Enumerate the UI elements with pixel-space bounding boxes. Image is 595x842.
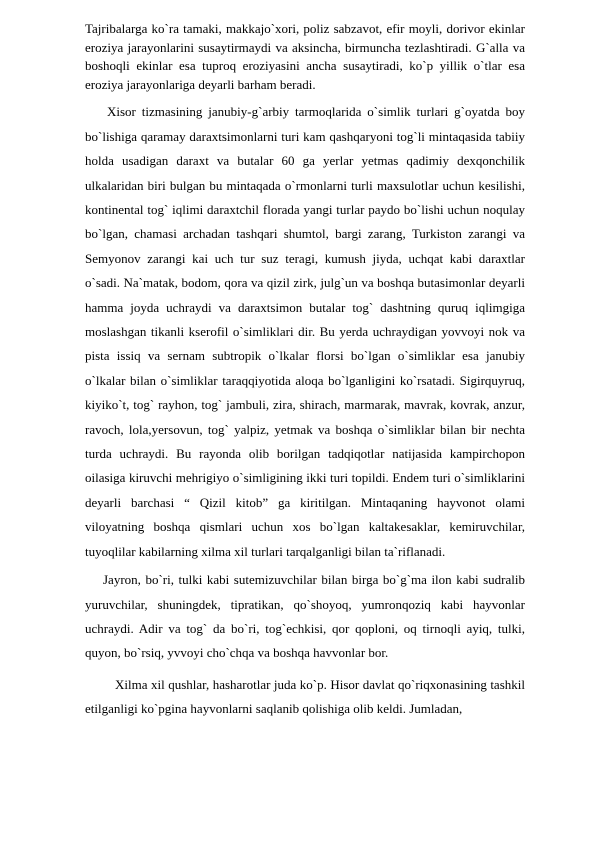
document-body — [85, 20, 525, 722]
paragraph: Xilma xil qushlar, hasharotlar juda ko`p. Hisor davlat qo`riqxonasining tashkil etilganligi ko`pgina hayvonlarni saqlanib qolishiga olib keldi. Jumladan, — [85, 676, 525, 717]
paragraph: Xisor tizmasining janubiy-g`arbiy tarmoqlarida o`simlik turlari g`oyatda boy bo`lishiga qaramay daraxtsimonlarni turi kam qashqaryoni tog`li mintaqasida tabiiy holda usadigan daraxt va butalar 60 ga yerlar yetmas qadimiy dexqonchilik ulkalaridan biri bulgan bu mintaqada o`rmonlarni turli maxsulotlar uchun kesilishi, kontinental tog` iqlimi daraxtchil florada yangi turlar paydo bo`lishi uchun noqulay bo`lgan, chamasi archadan tashqari shumtol, bargi zarang, Turkiston zarangi va Semyonov zarangi kai uch tur suz teragi, kumush jiyda, uchqat kabi daraxtlar o`sadi. Na`matak, bodom, qora va qizil zirk, julg`un va boshqa butasimonlar deyarli hamma joyda uchraydi va daraxtsimon butalar tog` dashtning quruq iqlimgiga moslashgan tikanli kserofil o`simliklari dir. Bu yerda uchraydigan yovvoyi nok va pista issiq va sernam subtropik o`lkalar florsi bo`lgan o`simliklar esa janubiy o`lkalar bilan o`simliklar taraqqiyotida aloqa bo`lganligini ko`rsatadi. Sigirquyruq, kiyiko`t, tog` rayhon, tog` jambuli, zira, shirach, marmarak, mavrak, kovrak, anzur, ravoch, lola,yersovun, tog` yalpiz, yetmak va boshqa o`simliklar bilan bir nechta turda uchraydi. Bu rayonda olib borilgan tadqiqotlar natijasida kampirchopon oilasiga kiruvchi mehrigiyo o`simligining ikki turi topildi. Endem turi o`simliklarini deyarli barchasi “ Qizil kitob” ga kiritilgan. Mintaqaning hayvonot olami viloyatning boshqa qismlari uchun xos bo`lgan kaltakesaklar, kemiruvchilar, tuyoqlilar kabilarning xilma xil turlari tarqalganligi bilan ta`riflanadi. — [85, 104, 525, 559]
paragraph: Jayron, bo`ri, tulki kabi sutemizuvchilar bilan birga bo`g`ma ilon kabi sudralib yuruvchilar, shuningdek, tipratikan, qo`shoyoq, yumronqoziq kabi hayvonlar uchraydi. Adir va tog` da bo`ri, tog`echkisi, qor qoploni, oq tirnoqli ayiq, tulki, quyon, bo`rsiq, yvvoyi cho`chqa va boshqa havvonlar bor. — [85, 572, 525, 661]
paragraph: Tajribalarga ko`ra tamaki, makkajo`xori, poliz sabzavot, efir moyli, dorivor ekinlar eroziya jarayonlarini susaytirmaydi va aksincha, birmuncha tezlashtiradi. G`alla va boshoqli ekinlar esa tuproq eroziyasini ancha susaytiradi, ko`p yillik o`tlar esa eroziya jarayonlariga deyarli barham beradi. — [85, 21, 525, 92]
